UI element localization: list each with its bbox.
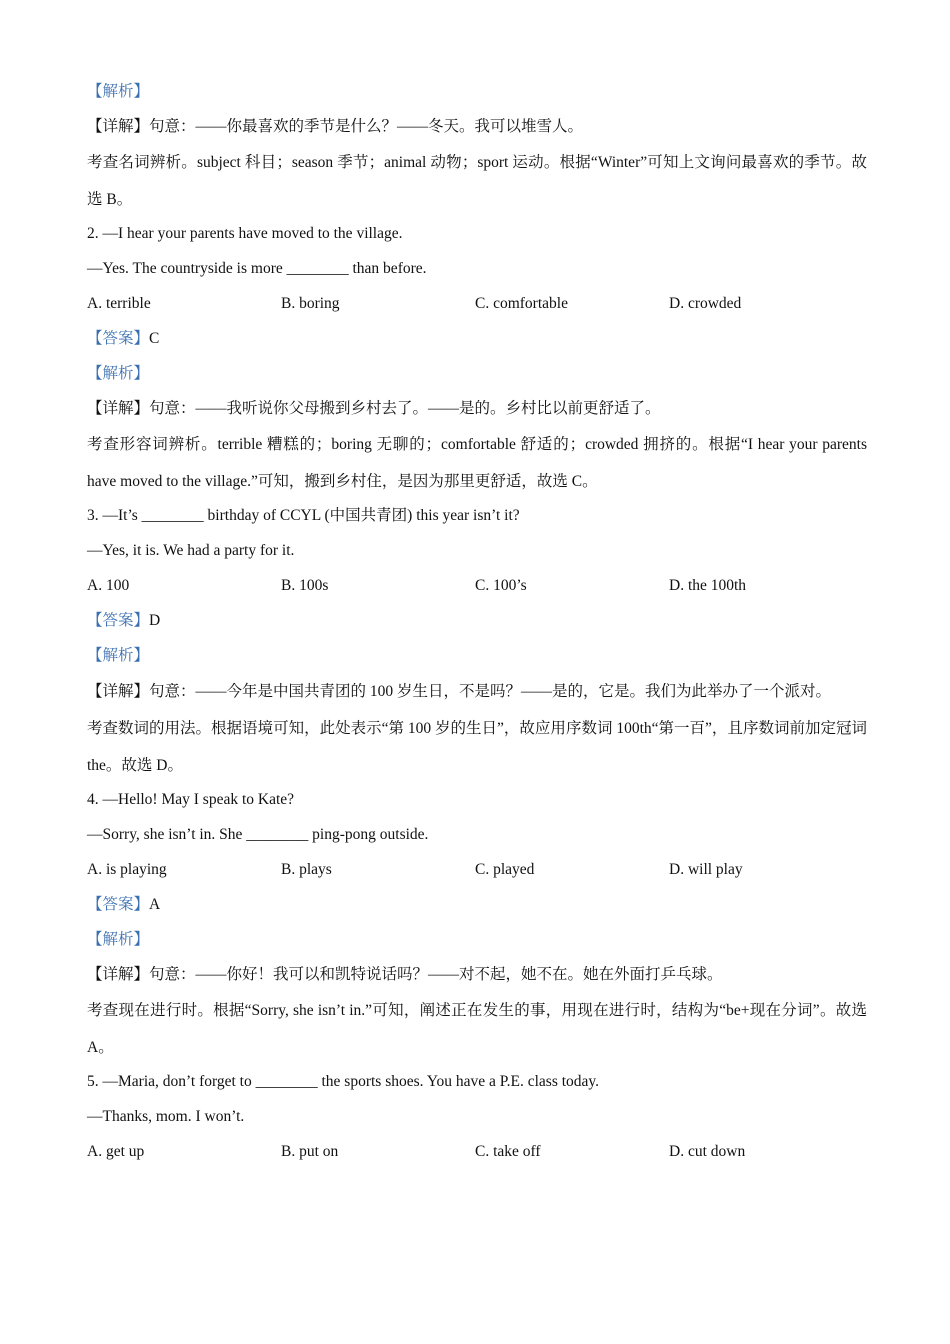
q5-option-a: A. get up bbox=[87, 1143, 145, 1160]
q2-options bbox=[87, 286, 867, 321]
q3-detail bbox=[87, 673, 867, 710]
q4-stem-1: 4. —Hello! May I speak to Kate? bbox=[87, 791, 295, 808]
q2-option-d: D. crowded bbox=[669, 295, 742, 312]
q2-answer-value: C bbox=[149, 330, 160, 347]
q5-option-d: D. cut down bbox=[669, 1143, 746, 1160]
q5-options bbox=[87, 1134, 867, 1169]
q3-detail-label: 【详解】 bbox=[87, 683, 150, 700]
q3-answer-value: D bbox=[149, 612, 161, 629]
q5-option-b: B. put on bbox=[281, 1143, 339, 1160]
q1-analysis-tag: 【解析】 bbox=[87, 83, 150, 100]
q1-detail bbox=[87, 109, 867, 144]
q2-option-c: C. comfortable bbox=[475, 295, 568, 312]
q2-detail-label: 【详解】 bbox=[87, 400, 150, 417]
q4-option-d: D. will play bbox=[669, 861, 743, 878]
q1-explanation: 考查名词辨析。subject 科目；season 季节；animal 动物；sport 运动。根据“Winter”可知上文询问最喜欢的季节。故选 B。 bbox=[87, 154, 867, 208]
q4-answer-value: A bbox=[149, 896, 161, 913]
q4-option-b: B. plays bbox=[281, 861, 332, 878]
q3-options bbox=[87, 568, 867, 603]
q4-option-c: C. played bbox=[475, 861, 535, 878]
q2-option-a: A. terrible bbox=[87, 295, 151, 312]
q4-options bbox=[87, 852, 867, 887]
q3-stem-2: —Yes, it is. We had a party for it. bbox=[87, 542, 295, 559]
q4-detail-text: 句意：——你好！我可以和凯特说话吗？——对不起，她不在。她在外面打乒乓球。 bbox=[149, 966, 723, 983]
document-page bbox=[87, 74, 867, 1169]
q2-analysis-tag: 【解析】 bbox=[87, 365, 150, 382]
q4-stem-2: —Sorry, she isn’t in. She ________ ping-pong outside. bbox=[87, 826, 429, 843]
q2-answer bbox=[87, 321, 867, 356]
q4-detail-label: 【详解】 bbox=[87, 966, 150, 983]
q2-detail-text: 句意：——我听说你父母搬到乡村去了。——是的。乡村比以前更舒适了。 bbox=[149, 400, 661, 417]
q5-stem-1: 5. —Maria, don’t forget to ________ the sports shoes. You have a P.E. class today. bbox=[87, 1073, 600, 1090]
q3-detail-text: 句意：——今年是中国共青团的 100 岁生日，不是吗？——是的，它是。我们为此举办了一个派对。 bbox=[149, 683, 832, 700]
q2-explanation: 考查形容词辨析。terrible 糟糕的；boring 无聊的；comfortable 舒适的；crowded 拥挤的。根据“I hear your parents have moved to the village.”可知，搬到乡村住，是因为那里更舒适，故选 C。 bbox=[87, 436, 867, 490]
q3-answer-label: 【答案】 bbox=[87, 612, 150, 629]
q4-detail bbox=[87, 957, 867, 992]
q1-detail-text: 句意：——你最喜欢的季节是什么？——冬天。我可以堆雪人。 bbox=[149, 118, 584, 135]
q2-detail bbox=[87, 391, 867, 426]
q4-answer-label: 【答案】 bbox=[87, 896, 150, 913]
q4-answer bbox=[87, 887, 867, 922]
q3-answer bbox=[87, 603, 867, 638]
q3-option-a: A. 100 bbox=[87, 577, 130, 594]
q3-option-d: D. the 100th bbox=[669, 577, 747, 594]
q5-option-c: C. take off bbox=[475, 1143, 541, 1160]
q3-stem-1: 3. —It’s ________ birthday of CCYL (中国共青团) this year isn’t it? bbox=[87, 507, 520, 524]
q3-explanation: 考查数词的用法。根据语境可知，此处表示“第 100 岁的生日”，故应用序数词 100th“第一百”，且序数词前加定冠词 the。故选 D。 bbox=[87, 720, 867, 774]
q2-option-b: B. boring bbox=[281, 295, 340, 312]
q1-detail-label: 【详解】 bbox=[87, 118, 150, 135]
q5-stem-2: —Thanks, mom. I won’t. bbox=[87, 1108, 245, 1125]
q3-analysis-tag: 【解析】 bbox=[87, 647, 150, 664]
q2-stem-2: —Yes. The countryside is more ________ than before. bbox=[87, 260, 427, 277]
q4-explanation: 考查现在进行时。根据“Sorry, she isn’t in.”可知，阐述正在发生的事，用现在进行时，结构为“be+现在分词”。故选 A。 bbox=[87, 1002, 867, 1056]
q4-analysis-tag: 【解析】 bbox=[87, 931, 150, 948]
q2-stem-1: 2. —I hear your parents have moved to the village. bbox=[87, 225, 403, 242]
q3-option-c: C. 100’s bbox=[475, 577, 527, 594]
q4-option-a: A. is playing bbox=[87, 861, 167, 878]
q3-option-b: B. 100s bbox=[281, 577, 329, 594]
q2-answer-label: 【答案】 bbox=[87, 330, 150, 347]
